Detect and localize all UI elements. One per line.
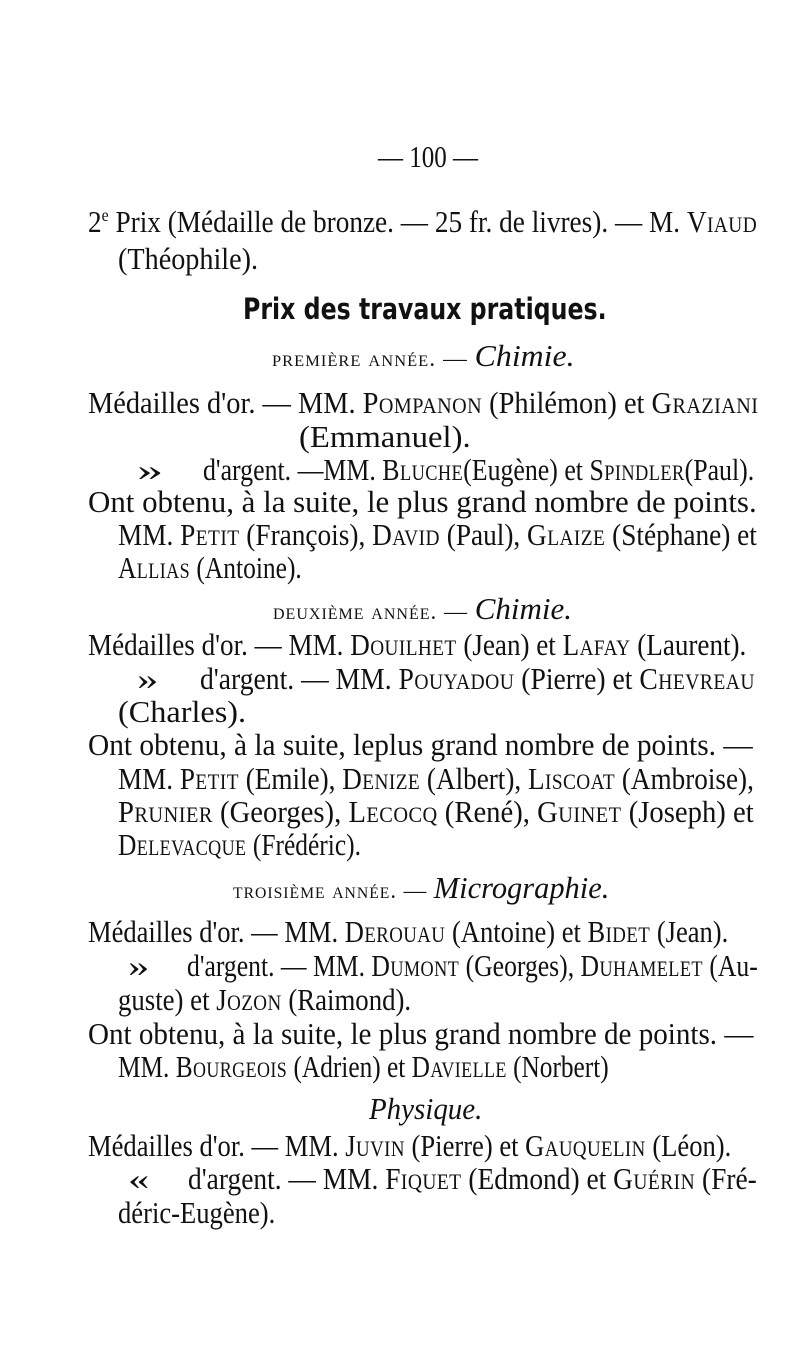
year1-subject: Chimie. [474,338,575,373]
text-fragment: (Edmond) et [461,1161,614,1196]
text-fragment: (Jean). [650,914,729,949]
year2-silver-line2: (Charles). [118,694,247,729]
silver-label: d'argent. —MM. [203,452,383,487]
year3-points-names [118,1048,609,1086]
gold-label: Médailles d'or. — MM. [88,1128,346,1163]
ordinal-number: 2 [88,204,102,239]
ditto-mark: » [128,948,150,983]
text-fragment: (Pierre) et [514,661,640,696]
laureate-name: Douilhet [350,627,457,662]
silver-label: d'argent. — MM. [188,1161,386,1196]
laureate-name: Dumont [371,948,460,983]
text-fragment: (Antoine). [190,550,302,585]
text-fragment: (Emile), [238,761,343,796]
laureate-name: Liscoat [527,761,616,796]
year2-silver-line [200,660,755,698]
text-fragment: (Ambroise), [615,761,754,796]
text-fragment: (Eugène) et [463,452,590,487]
laureate-name: Pompanon [362,385,483,420]
year1-heading [272,337,575,378]
laureate-name: Bidet [587,914,651,949]
laureate-name: Jozon [216,982,282,1017]
gold-label: Médailles d'or. — MM. [88,914,345,949]
text-fragment: (Georges), [212,794,349,829]
text-fragment: (Albert), [420,761,528,796]
second-prize-line [88,203,757,241]
text-fragment: (François), [239,517,373,552]
year1-gold-line [88,384,758,422]
text-fragment: MM. [118,761,180,796]
prize-description: Prix (Médaille de bronze. — 25 fr. de livres). — M. [108,204,687,239]
physique-silver-line2: déric-Eugène). [118,1195,276,1230]
laureate-name: Glaize [527,517,606,552]
year1-gold-line2: (Emmanuel). [299,419,471,454]
second-prize-firstname: (Théophile). [118,241,259,276]
laureate-name: Petit [179,761,239,796]
text-fragment: (Pierre) et [404,1128,526,1163]
text-fragment: (Laurent). [630,627,747,662]
ditto-mark: » [137,661,159,696]
year3-silver-line [187,947,758,985]
laureate-name: Viaud [686,204,758,239]
text-fragment: MM. [118,1049,176,1084]
laureate-name: Bourgeois [175,1049,288,1084]
year3-subject: Micrographie. [433,870,610,905]
text-fragment: (Adrien) et [287,1049,412,1084]
laureate-name: Gauquelin [525,1128,646,1163]
gold-label: Médailles d'or. — MM. [88,385,363,420]
ordinal-suffix: e [101,205,109,225]
text-fragment: (Paul). [684,452,755,487]
laureate-name: Petit [180,517,240,552]
laureate-name: Guérin [613,1161,696,1196]
laureate-name: Delevacque [118,827,247,862]
year2-points-line: Ont obtenu, à la suite, leplus grand nombre de points. — [88,727,753,762]
laureate-name: Prunier [118,794,213,829]
text-fragment: (Léon). [645,1128,732,1163]
text-fragment: (Norbert) [506,1049,609,1084]
laureate-name: Lecocq [348,794,438,829]
year3-points-line: Ont obtenu, à la suite, le plus grand nombre de points. — [88,1016,754,1051]
text-fragment: (Au- [702,948,758,983]
silver-label: d'argent. — MM. [187,948,372,983]
laureate-name: Juvin [345,1128,405,1163]
laureate-name: Guinet [537,794,622,829]
ditto-mark: « [128,1161,150,1196]
laureate-name: Denize [342,761,421,796]
text-fragment: guste) et [118,982,217,1017]
physique-heading: Physique. [369,1091,483,1126]
text-fragment: (Georges), [459,948,581,983]
laureate-name: Graziani [651,385,759,420]
ditto-mark: » [137,452,164,487]
laureate-name: Allias [118,550,191,585]
page-number: — 100 — [378,139,478,174]
year1-points-names2 [118,549,302,587]
laureate-name: Pouyadou [398,661,515,696]
laureate-name: Duhamelet [580,948,703,983]
text-fragment: (Paul), [439,517,528,552]
text-fragment: (Joseph) et [621,794,754,829]
text-fragment: (Jean) et [456,627,563,662]
laureate-name: Spindler [589,452,685,487]
year1-heading-caps: première année. — [272,346,475,371]
year3-heading [233,869,609,910]
text-fragment: (Philémon) et [482,385,652,420]
text-fragment: (Fré- [695,1161,757,1196]
text-fragment: (René), [437,794,538,829]
year2-heading-caps: deuxième année. — [273,599,475,624]
section-title: Prix des travaux pratiques. [243,292,607,326]
text-fragment: (Antoine) et [445,914,588,949]
year2-subject: Chimie. [474,591,573,626]
year3-gold-line [88,913,728,951]
laureate-name: Chevreau [639,661,755,696]
laureate-name: Derouau [344,914,446,949]
text-fragment: (Raimond). [281,982,412,1017]
year1-points-line: Ont obtenu, à la suite, le plus grand nombre de points. [88,484,757,519]
text-fragment: (Stéphane) et [605,517,757,552]
year2-points-names3 [118,826,361,864]
year2-heading [273,590,572,631]
silver-label: d'argent. — MM. [200,661,399,696]
physique-silver-line [188,1160,757,1198]
year3-heading-caps: troisième année. — [233,878,434,903]
laureate-name: Lafay [562,627,631,662]
laureate-name: Davielle [411,1049,507,1084]
gold-label: Médailles d'or. — MM. [88,627,351,662]
laureate-name: Fiquet [385,1161,462,1196]
laureate-name: Bluche [382,452,464,487]
laureate-name: David [372,517,440,552]
text-fragment: (Frédéric). [246,827,361,862]
text-fragment: MM. [118,517,181,552]
year2-gold-line [88,626,746,664]
year3-silver-line2 [118,981,411,1019]
